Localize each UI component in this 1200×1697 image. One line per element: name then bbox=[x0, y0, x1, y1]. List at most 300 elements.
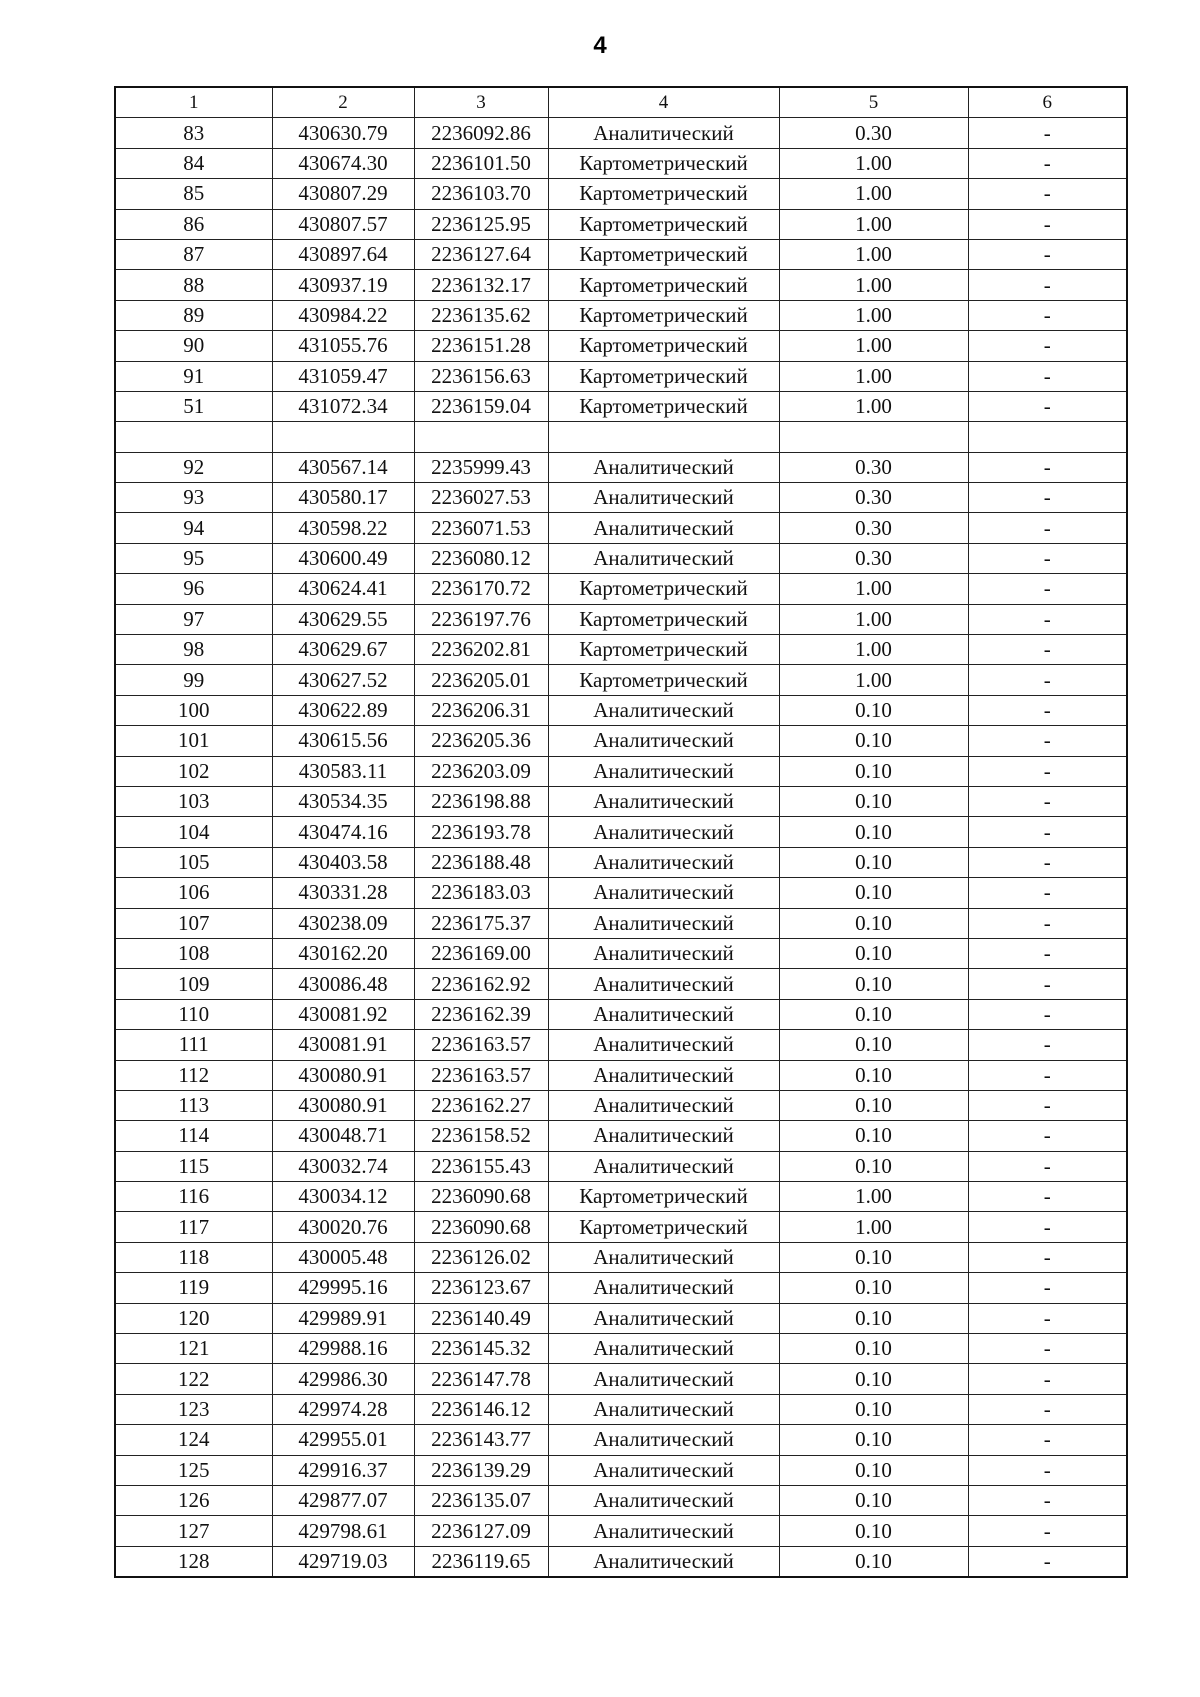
point-number-cell: 106 bbox=[115, 878, 272, 908]
table-row bbox=[115, 209, 1127, 239]
x-coordinate-cell: 430080.91 bbox=[272, 1090, 414, 1120]
point-number-cell: 100 bbox=[115, 695, 272, 725]
x-coordinate-cell: 429995.16 bbox=[272, 1273, 414, 1303]
accuracy-cell: 0.10 bbox=[779, 1242, 968, 1272]
table-row bbox=[115, 1242, 1127, 1272]
accuracy-cell: 0.30 bbox=[779, 483, 968, 513]
table-row bbox=[115, 726, 1127, 756]
accuracy-cell: 0.10 bbox=[779, 1516, 968, 1546]
x-coordinate-cell: 429798.61 bbox=[272, 1516, 414, 1546]
x-coordinate-cell: 430086.48 bbox=[272, 969, 414, 999]
y-coordinate-cell: 2236193.78 bbox=[414, 817, 548, 847]
method-cell: Аналитический bbox=[548, 1485, 779, 1515]
table-row bbox=[115, 1334, 1127, 1364]
table-row bbox=[115, 938, 1127, 968]
table-row bbox=[115, 1303, 1127, 1333]
y-coordinate-cell bbox=[414, 422, 548, 452]
x-coordinate-cell: 429989.91 bbox=[272, 1303, 414, 1333]
y-coordinate-cell: 2236135.62 bbox=[414, 300, 548, 330]
y-coordinate-cell: 2236132.17 bbox=[414, 270, 548, 300]
accuracy-cell: 1.00 bbox=[779, 604, 968, 634]
column-header-2: 2 bbox=[272, 87, 414, 118]
method-cell: Аналитический bbox=[548, 513, 779, 543]
note-cell: - bbox=[968, 1030, 1127, 1060]
x-coordinate-cell: 430081.91 bbox=[272, 1030, 414, 1060]
point-number-cell: 91 bbox=[115, 361, 272, 391]
accuracy-cell: 1.00 bbox=[779, 574, 968, 604]
accuracy-cell: 0.10 bbox=[779, 726, 968, 756]
note-cell: - bbox=[968, 999, 1127, 1029]
accuracy-cell: 0.10 bbox=[779, 695, 968, 725]
note-cell: - bbox=[968, 756, 1127, 786]
note-cell: - bbox=[968, 1425, 1127, 1455]
accuracy-cell: 0.10 bbox=[779, 1121, 968, 1151]
accuracy-cell: 1.00 bbox=[779, 179, 968, 209]
note-cell: - bbox=[968, 938, 1127, 968]
accuracy-cell: 1.00 bbox=[779, 635, 968, 665]
point-number-cell: 99 bbox=[115, 665, 272, 695]
column-header-5: 5 bbox=[779, 87, 968, 118]
table-row bbox=[115, 604, 1127, 634]
point-number-cell: 98 bbox=[115, 635, 272, 665]
x-coordinate-cell: 430331.28 bbox=[272, 878, 414, 908]
note-cell: - bbox=[968, 908, 1127, 938]
method-cell: Аналитический bbox=[548, 1516, 779, 1546]
note-cell: - bbox=[968, 1273, 1127, 1303]
point-number-cell: 127 bbox=[115, 1516, 272, 1546]
x-coordinate-cell: 430627.52 bbox=[272, 665, 414, 695]
accuracy-cell: 0.10 bbox=[779, 1425, 968, 1455]
x-coordinate-cell: 429986.30 bbox=[272, 1364, 414, 1394]
table-row bbox=[115, 878, 1127, 908]
x-coordinate-cell: 430630.79 bbox=[272, 118, 414, 148]
point-number-cell: 108 bbox=[115, 938, 272, 968]
y-coordinate-cell: 2236183.03 bbox=[414, 878, 548, 908]
y-coordinate-cell: 2236125.95 bbox=[414, 209, 548, 239]
y-coordinate-cell: 2236156.63 bbox=[414, 361, 548, 391]
point-number-cell: 86 bbox=[115, 209, 272, 239]
x-coordinate-cell: 429877.07 bbox=[272, 1485, 414, 1515]
note-cell: - bbox=[968, 1182, 1127, 1212]
note-cell: - bbox=[968, 1212, 1127, 1242]
table-row bbox=[115, 148, 1127, 178]
accuracy-cell: 0.10 bbox=[779, 1303, 968, 1333]
table-row bbox=[115, 1060, 1127, 1090]
note-cell: - bbox=[968, 1121, 1127, 1151]
point-number-cell: 109 bbox=[115, 969, 272, 999]
accuracy-cell: 0.30 bbox=[779, 543, 968, 573]
method-cell: Аналитический bbox=[548, 1364, 779, 1394]
accuracy-cell: 1.00 bbox=[779, 300, 968, 330]
accuracy-cell: 0.30 bbox=[779, 452, 968, 482]
x-coordinate-cell: 430474.16 bbox=[272, 817, 414, 847]
method-cell: Аналитический bbox=[548, 695, 779, 725]
table-row bbox=[115, 847, 1127, 877]
accuracy-cell: 1.00 bbox=[779, 665, 968, 695]
note-cell: - bbox=[968, 239, 1127, 269]
accuracy-cell: 0.10 bbox=[779, 1030, 968, 1060]
y-coordinate-cell: 2236159.04 bbox=[414, 391, 548, 421]
method-cell: Картометрический bbox=[548, 331, 779, 361]
point-number-cell: 51 bbox=[115, 391, 272, 421]
method-cell: Аналитический bbox=[548, 1090, 779, 1120]
method-cell: Аналитический bbox=[548, 1425, 779, 1455]
point-number-cell: 124 bbox=[115, 1425, 272, 1455]
point-number-cell: 122 bbox=[115, 1364, 272, 1394]
table-row bbox=[115, 756, 1127, 786]
y-coordinate-cell: 2236145.32 bbox=[414, 1334, 548, 1364]
accuracy-cell: 0.10 bbox=[779, 786, 968, 816]
table-row bbox=[115, 1090, 1127, 1120]
method-cell: Аналитический bbox=[548, 1546, 779, 1577]
accuracy-cell: 0.10 bbox=[779, 1273, 968, 1303]
note-cell: - bbox=[968, 665, 1127, 695]
x-coordinate-cell: 430615.56 bbox=[272, 726, 414, 756]
point-number-cell: 112 bbox=[115, 1060, 272, 1090]
point-number-cell: 128 bbox=[115, 1546, 272, 1577]
note-cell: - bbox=[968, 483, 1127, 513]
method-cell: Аналитический bbox=[548, 817, 779, 847]
x-coordinate-cell: 430674.30 bbox=[272, 148, 414, 178]
accuracy-cell: 0.10 bbox=[779, 969, 968, 999]
x-coordinate-cell: 430034.12 bbox=[272, 1182, 414, 1212]
point-number-cell: 113 bbox=[115, 1090, 272, 1120]
accuracy-cell: 1.00 bbox=[779, 239, 968, 269]
table-row bbox=[115, 1364, 1127, 1394]
accuracy-cell: 0.30 bbox=[779, 118, 968, 148]
note-cell: - bbox=[968, 1060, 1127, 1090]
accuracy-cell: 0.10 bbox=[779, 1151, 968, 1181]
method-cell: Аналитический bbox=[548, 999, 779, 1029]
x-coordinate-cell: 430622.89 bbox=[272, 695, 414, 725]
note-cell: - bbox=[968, 209, 1127, 239]
method-cell: Картометрический bbox=[548, 179, 779, 209]
point-number-cell: 107 bbox=[115, 908, 272, 938]
x-coordinate-cell: 430807.57 bbox=[272, 209, 414, 239]
y-coordinate-cell: 2236169.00 bbox=[414, 938, 548, 968]
header-row bbox=[115, 87, 1127, 118]
accuracy-cell: 0.10 bbox=[779, 938, 968, 968]
x-coordinate-cell: 431055.76 bbox=[272, 331, 414, 361]
method-cell: Аналитический bbox=[548, 452, 779, 482]
x-coordinate-cell: 430534.35 bbox=[272, 786, 414, 816]
x-coordinate-cell: 430048.71 bbox=[272, 1121, 414, 1151]
table-row bbox=[115, 908, 1127, 938]
point-number-cell: 83 bbox=[115, 118, 272, 148]
table-row bbox=[115, 391, 1127, 421]
point-number-cell: 88 bbox=[115, 270, 272, 300]
table-row bbox=[115, 695, 1127, 725]
table-row bbox=[115, 239, 1127, 269]
table-row bbox=[115, 1516, 1127, 1546]
table-row bbox=[115, 543, 1127, 573]
x-coordinate-cell bbox=[272, 422, 414, 452]
note-cell: - bbox=[968, 391, 1127, 421]
y-coordinate-cell: 2236206.31 bbox=[414, 695, 548, 725]
x-coordinate-cell: 430583.11 bbox=[272, 756, 414, 786]
y-coordinate-cell: 2236162.92 bbox=[414, 969, 548, 999]
table-row bbox=[115, 118, 1127, 148]
table-row bbox=[115, 1182, 1127, 1212]
table-row bbox=[115, 1212, 1127, 1242]
table-row bbox=[115, 179, 1127, 209]
point-number-cell: 110 bbox=[115, 999, 272, 1029]
column-header-4: 4 bbox=[548, 87, 779, 118]
y-coordinate-cell: 2236090.68 bbox=[414, 1182, 548, 1212]
accuracy-cell: 1.00 bbox=[779, 209, 968, 239]
note-cell: - bbox=[968, 300, 1127, 330]
y-coordinate-cell: 2236162.27 bbox=[414, 1090, 548, 1120]
x-coordinate-cell: 430629.55 bbox=[272, 604, 414, 634]
point-number-cell: 93 bbox=[115, 483, 272, 513]
method-cell: Аналитический bbox=[548, 1060, 779, 1090]
note-cell: - bbox=[968, 604, 1127, 634]
method-cell: Аналитический bbox=[548, 543, 779, 573]
note-cell: - bbox=[968, 1242, 1127, 1272]
note-cell: - bbox=[968, 1303, 1127, 1333]
accuracy-cell: 1.00 bbox=[779, 1182, 968, 1212]
accuracy-cell: 0.10 bbox=[779, 1394, 968, 1424]
accuracy-cell: 0.10 bbox=[779, 908, 968, 938]
method-cell: Аналитический bbox=[548, 1303, 779, 1333]
method-cell: Картометрический bbox=[548, 148, 779, 178]
note-cell: - bbox=[968, 270, 1127, 300]
y-coordinate-cell: 2236071.53 bbox=[414, 513, 548, 543]
x-coordinate-cell: 429974.28 bbox=[272, 1394, 414, 1424]
note-cell: - bbox=[968, 148, 1127, 178]
y-coordinate-cell: 2236163.57 bbox=[414, 1060, 548, 1090]
table-row bbox=[115, 483, 1127, 513]
point-number-cell: 103 bbox=[115, 786, 272, 816]
table-row bbox=[115, 452, 1127, 482]
table-row bbox=[115, 1425, 1127, 1455]
y-coordinate-cell: 2236163.57 bbox=[414, 1030, 548, 1060]
method-cell: Аналитический bbox=[548, 969, 779, 999]
accuracy-cell: 1.00 bbox=[779, 1212, 968, 1242]
point-number-cell: 119 bbox=[115, 1273, 272, 1303]
y-coordinate-cell: 2236092.86 bbox=[414, 118, 548, 148]
method-cell: Аналитический bbox=[548, 1455, 779, 1485]
table-row bbox=[115, 1151, 1127, 1181]
method-cell bbox=[548, 422, 779, 452]
note-cell: - bbox=[968, 635, 1127, 665]
y-coordinate-cell: 2236090.68 bbox=[414, 1212, 548, 1242]
method-cell: Аналитический bbox=[548, 1121, 779, 1151]
point-number-cell: 105 bbox=[115, 847, 272, 877]
y-coordinate-cell: 2236119.65 bbox=[414, 1546, 548, 1577]
point-number-cell: 89 bbox=[115, 300, 272, 330]
table-row bbox=[115, 574, 1127, 604]
x-coordinate-cell: 429988.16 bbox=[272, 1334, 414, 1364]
point-number-cell: 125 bbox=[115, 1455, 272, 1485]
table-body bbox=[115, 118, 1127, 1577]
x-coordinate-cell: 430629.67 bbox=[272, 635, 414, 665]
table-row bbox=[115, 817, 1127, 847]
y-coordinate-cell: 2235999.43 bbox=[414, 452, 548, 482]
method-cell: Аналитический bbox=[548, 847, 779, 877]
method-cell: Аналитический bbox=[548, 756, 779, 786]
y-coordinate-cell: 2236205.01 bbox=[414, 665, 548, 695]
point-number-cell: 84 bbox=[115, 148, 272, 178]
y-coordinate-cell: 2236027.53 bbox=[414, 483, 548, 513]
note-cell: - bbox=[968, 1151, 1127, 1181]
x-coordinate-cell: 430624.41 bbox=[272, 574, 414, 604]
table-row bbox=[115, 1030, 1127, 1060]
accuracy-cell: 1.00 bbox=[779, 391, 968, 421]
accuracy-cell: 0.10 bbox=[779, 1090, 968, 1120]
point-number-cell: 92 bbox=[115, 452, 272, 482]
note-cell: - bbox=[968, 786, 1127, 816]
point-number-cell: 115 bbox=[115, 1151, 272, 1181]
method-cell: Картометрический bbox=[548, 391, 779, 421]
table-row bbox=[115, 422, 1127, 452]
x-coordinate-cell: 429719.03 bbox=[272, 1546, 414, 1577]
note-cell: - bbox=[968, 543, 1127, 573]
x-coordinate-cell: 430600.49 bbox=[272, 543, 414, 573]
table-row bbox=[115, 1546, 1127, 1577]
point-number-cell: 85 bbox=[115, 179, 272, 209]
method-cell: Аналитический bbox=[548, 1151, 779, 1181]
y-coordinate-cell: 2236143.77 bbox=[414, 1425, 548, 1455]
method-cell: Картометрический bbox=[548, 239, 779, 269]
point-number-cell: 97 bbox=[115, 604, 272, 634]
accuracy-cell: 0.10 bbox=[779, 756, 968, 786]
method-cell: Картометрический bbox=[548, 635, 779, 665]
table-row bbox=[115, 1485, 1127, 1515]
x-coordinate-cell: 430598.22 bbox=[272, 513, 414, 543]
table-header bbox=[115, 87, 1127, 118]
point-number-cell: 114 bbox=[115, 1121, 272, 1151]
y-coordinate-cell: 2236135.07 bbox=[414, 1485, 548, 1515]
table-row bbox=[115, 786, 1127, 816]
method-cell: Аналитический bbox=[548, 726, 779, 756]
accuracy-cell: 0.10 bbox=[779, 1060, 968, 1090]
note-cell: - bbox=[968, 452, 1127, 482]
y-coordinate-cell: 2236188.48 bbox=[414, 847, 548, 877]
table-row bbox=[115, 513, 1127, 543]
method-cell: Аналитический bbox=[548, 1334, 779, 1364]
accuracy-cell: 0.10 bbox=[779, 1334, 968, 1364]
table-row bbox=[115, 635, 1127, 665]
method-cell: Аналитический bbox=[548, 938, 779, 968]
table-row bbox=[115, 270, 1127, 300]
accuracy-cell: 1.00 bbox=[779, 148, 968, 178]
table-row bbox=[115, 1455, 1127, 1485]
point-number-cell: 101 bbox=[115, 726, 272, 756]
column-header-6: 6 bbox=[968, 87, 1127, 118]
y-coordinate-cell: 2236170.72 bbox=[414, 574, 548, 604]
table-row bbox=[115, 300, 1127, 330]
note-cell: - bbox=[968, 331, 1127, 361]
table-row bbox=[115, 999, 1127, 1029]
point-number-cell: 96 bbox=[115, 574, 272, 604]
note-cell: - bbox=[968, 574, 1127, 604]
table-row bbox=[115, 361, 1127, 391]
y-coordinate-cell: 2236139.29 bbox=[414, 1455, 548, 1485]
note-cell: - bbox=[968, 1455, 1127, 1485]
note-cell: - bbox=[968, 361, 1127, 391]
method-cell: Аналитический bbox=[548, 786, 779, 816]
method-cell: Картометрический bbox=[548, 300, 779, 330]
coordinates-table bbox=[114, 86, 1128, 1578]
point-number-cell: 95 bbox=[115, 543, 272, 573]
accuracy-cell: 0.10 bbox=[779, 847, 968, 877]
x-coordinate-cell: 429955.01 bbox=[272, 1425, 414, 1455]
method-cell: Картометрический bbox=[548, 1212, 779, 1242]
y-coordinate-cell: 2236147.78 bbox=[414, 1364, 548, 1394]
x-coordinate-cell: 430807.29 bbox=[272, 179, 414, 209]
y-coordinate-cell: 2236198.88 bbox=[414, 786, 548, 816]
accuracy-cell: 0.10 bbox=[779, 1364, 968, 1394]
note-cell: - bbox=[968, 969, 1127, 999]
method-cell: Аналитический bbox=[548, 1030, 779, 1060]
y-coordinate-cell: 2236101.50 bbox=[414, 148, 548, 178]
x-coordinate-cell: 431059.47 bbox=[272, 361, 414, 391]
y-coordinate-cell: 2236175.37 bbox=[414, 908, 548, 938]
method-cell: Картометрический bbox=[548, 209, 779, 239]
note-cell: - bbox=[968, 118, 1127, 148]
y-coordinate-cell: 2236151.28 bbox=[414, 331, 548, 361]
accuracy-cell: 0.10 bbox=[779, 1546, 968, 1577]
note-cell: - bbox=[968, 695, 1127, 725]
note-cell: - bbox=[968, 1394, 1127, 1424]
accuracy-cell: 0.10 bbox=[779, 1455, 968, 1485]
method-cell: Картометрический bbox=[548, 270, 779, 300]
point-number-cell: 87 bbox=[115, 239, 272, 269]
method-cell: Картометрический bbox=[548, 361, 779, 391]
y-coordinate-cell: 2236146.12 bbox=[414, 1394, 548, 1424]
note-cell: - bbox=[968, 1090, 1127, 1120]
column-header-1: 1 bbox=[115, 87, 272, 118]
method-cell: Аналитический bbox=[548, 483, 779, 513]
method-cell: Картометрический bbox=[548, 1182, 779, 1212]
x-coordinate-cell: 429916.37 bbox=[272, 1455, 414, 1485]
note-cell: - bbox=[968, 1364, 1127, 1394]
table-row bbox=[115, 1121, 1127, 1151]
point-number-cell: 102 bbox=[115, 756, 272, 786]
x-coordinate-cell: 430937.19 bbox=[272, 270, 414, 300]
point-number-cell: 111 bbox=[115, 1030, 272, 1060]
page-number: 4 bbox=[593, 32, 607, 59]
y-coordinate-cell: 2236158.52 bbox=[414, 1121, 548, 1151]
point-number-cell: 121 bbox=[115, 1334, 272, 1364]
note-cell: - bbox=[968, 726, 1127, 756]
accuracy-cell: 0.30 bbox=[779, 513, 968, 543]
point-number-cell: 104 bbox=[115, 817, 272, 847]
x-coordinate-cell: 430897.64 bbox=[272, 239, 414, 269]
y-coordinate-cell: 2236126.02 bbox=[414, 1242, 548, 1272]
note-cell: - bbox=[968, 817, 1127, 847]
x-coordinate-cell: 430984.22 bbox=[272, 300, 414, 330]
note-cell: - bbox=[968, 1516, 1127, 1546]
method-cell: Картометрический bbox=[548, 574, 779, 604]
x-coordinate-cell: 430567.14 bbox=[272, 452, 414, 482]
table-row bbox=[115, 1273, 1127, 1303]
y-coordinate-cell: 2236140.49 bbox=[414, 1303, 548, 1333]
x-coordinate-cell: 430080.91 bbox=[272, 1060, 414, 1090]
point-number-cell: 123 bbox=[115, 1394, 272, 1424]
note-cell: - bbox=[968, 878, 1127, 908]
accuracy-cell: 0.10 bbox=[779, 817, 968, 847]
method-cell: Аналитический bbox=[548, 878, 779, 908]
accuracy-cell: 1.00 bbox=[779, 361, 968, 391]
accuracy-cell: 1.00 bbox=[779, 270, 968, 300]
x-coordinate-cell: 430081.92 bbox=[272, 999, 414, 1029]
y-coordinate-cell: 2236103.70 bbox=[414, 179, 548, 209]
x-coordinate-cell: 430403.58 bbox=[272, 847, 414, 877]
note-cell: - bbox=[968, 1334, 1127, 1364]
method-cell: Аналитический bbox=[548, 908, 779, 938]
